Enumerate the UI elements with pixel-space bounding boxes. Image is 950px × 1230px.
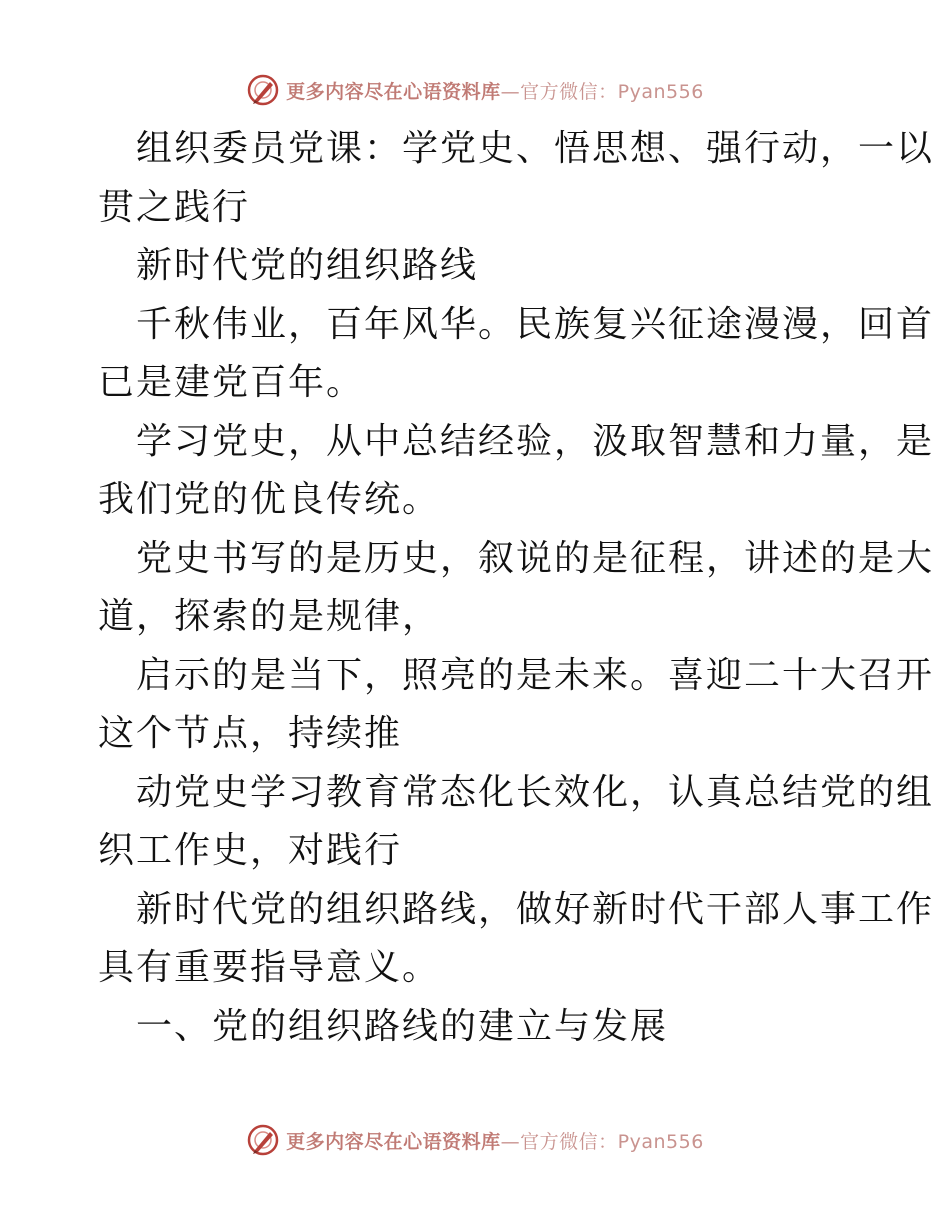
paragraph-line: 动党史学习教育常态化长效化，认真总结党的组 bbox=[136, 771, 935, 813]
paragraph-line: 学习党史，从中总结经验，汲取智慧和力量，是 bbox=[136, 420, 935, 462]
watermark-dash: — bbox=[500, 1130, 521, 1153]
footer-watermark bbox=[0, 1120, 950, 1160]
document-body bbox=[98, 120, 935, 1056]
pen-nib-icon bbox=[246, 73, 280, 107]
watermark-contact: 官方微信：Pyan556 bbox=[520, 80, 704, 103]
paragraph-line: 我们党的优良传统。 bbox=[98, 479, 441, 520]
paragraph-line: 新时代党的组织路线 bbox=[136, 245, 479, 286]
paragraph-line: 新时代党的组织路线，做好新时代干部人事工作 bbox=[136, 888, 935, 930]
paragraph-line: 这个节点，持续推 bbox=[98, 713, 403, 754]
paragraph-line: 党史书写的是历史，叙说的是征程，讲述的是大 bbox=[136, 537, 935, 579]
watermark-text bbox=[286, 77, 704, 104]
paragraph-line: 道，探索的是规律， bbox=[98, 596, 441, 637]
document-title-line-1: 组织委员党课：学党史、悟思想、强行动，一以 bbox=[136, 128, 935, 169]
pen-nib-icon bbox=[246, 1123, 280, 1157]
watermark-brand: 更多内容尽在心语资料库 bbox=[286, 80, 501, 103]
watermark-dash: — bbox=[500, 80, 521, 103]
paragraph-line: 已是建党百年。 bbox=[98, 362, 365, 403]
paragraph-line: 具有重要指导意义。 bbox=[98, 947, 441, 988]
paragraph-line: 启示的是当下，照亮的是未来。喜迎二十大召开 bbox=[136, 654, 935, 696]
watermark-text bbox=[286, 1127, 704, 1154]
watermark-contact: 官方微信：Pyan556 bbox=[520, 1130, 704, 1153]
document-title-line-2: 贯之践行 bbox=[98, 186, 251, 228]
watermark-brand: 更多内容尽在心语资料库 bbox=[286, 1130, 501, 1153]
paragraph-line: 千秋伟业，百年风华。民族复兴征途漫漫，回首 bbox=[136, 303, 935, 345]
section-heading: 一、党的组织路线的建立与发展 bbox=[136, 1005, 669, 1047]
paragraph-line: 织工作史，对践行 bbox=[98, 830, 403, 871]
header-watermark bbox=[0, 70, 950, 110]
